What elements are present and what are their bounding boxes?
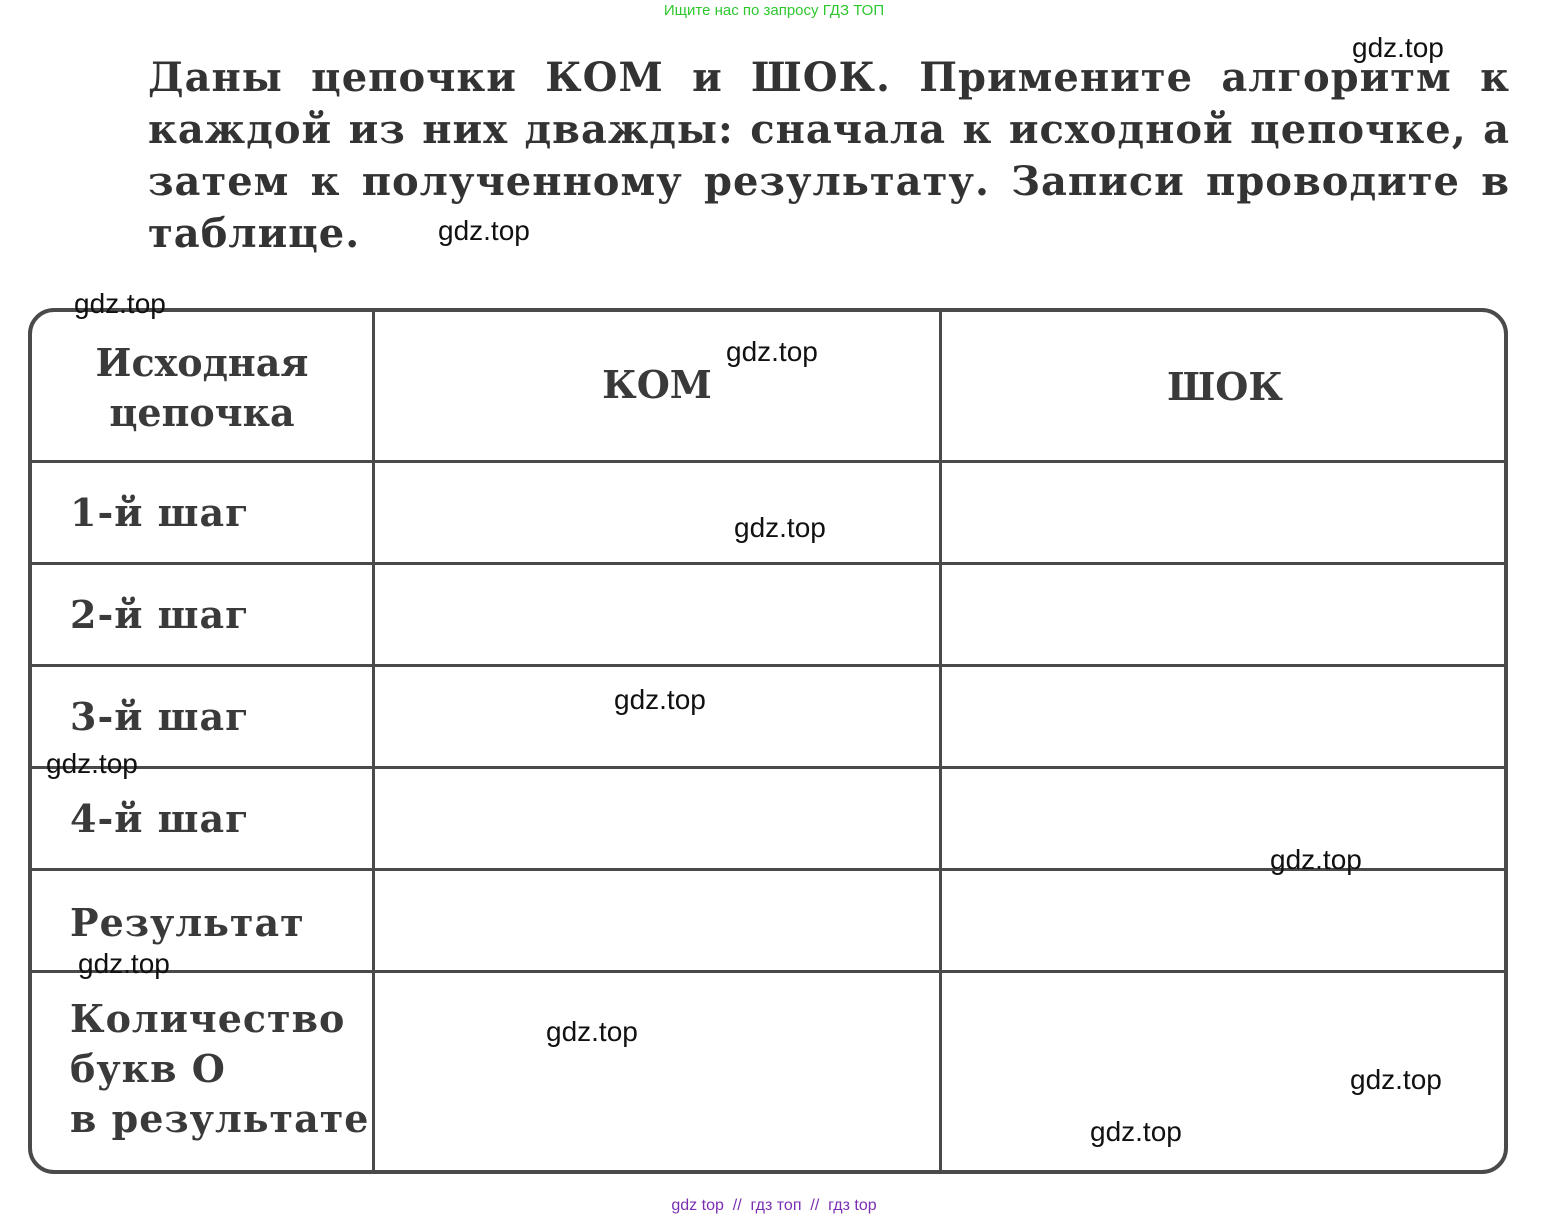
table-divider: [939, 312, 942, 1170]
row-label-count-line3: в результате: [70, 1096, 370, 1141]
watermark: gdz.top: [614, 684, 706, 715]
watermark: gdz.top: [1090, 1116, 1182, 1147]
watermark: gdz.top: [74, 288, 166, 319]
watermark: gdz.top: [734, 512, 826, 543]
row-label-step3: 3-й шаг: [70, 694, 250, 739]
task-text: Даны цепочки КОМ и ШОК. Примените алгоритм к каждой из них дважды: сначала к исходной цепочке, а затем к полученному результату. Записи проводите в таблице.: [148, 54, 1510, 257]
watermark: gdz.top: [1352, 32, 1444, 63]
table-divider: [32, 970, 1504, 973]
header-col-shok: ШОК: [1167, 364, 1283, 409]
table-divider: [32, 562, 1504, 565]
row-label-step2: 2-й шаг: [70, 592, 250, 637]
row-label-count-line2: букв О: [70, 1046, 226, 1091]
table-divider: [32, 460, 1504, 463]
watermark: gdz.top: [78, 948, 170, 979]
watermark: gdz.top: [1270, 844, 1362, 875]
answer-table: [28, 308, 1508, 1174]
watermark: gdz.top: [546, 1016, 638, 1047]
header-label-line2: цепочка: [109, 390, 295, 435]
header-label: [82, 338, 322, 438]
row-label-result: Результат: [70, 900, 305, 945]
row-label-step4: 4-й шаг: [70, 796, 250, 841]
footer-links[interactable]: gdz top // гдз топ // гдз top: [671, 1197, 877, 1214]
watermark: gdz.top: [726, 336, 818, 367]
watermark: gdz.top: [46, 748, 138, 779]
header-col-kom: КОМ: [602, 362, 712, 407]
top-banner-link[interactable]: Ищите нас по запросу ГДЗ ТОП: [663, 2, 885, 19]
row-label-count-line1: Количество: [70, 996, 346, 1041]
table-divider: [32, 664, 1504, 667]
row-label-count: [70, 994, 369, 1144]
watermark: gdz.top: [438, 215, 530, 246]
table-divider: [32, 766, 1504, 769]
watermark: gdz.top: [1350, 1064, 1442, 1095]
table-divider: [372, 312, 375, 1170]
row-label-step1: 1-й шаг: [70, 490, 250, 535]
header-label-line1: Исходная: [95, 340, 309, 385]
